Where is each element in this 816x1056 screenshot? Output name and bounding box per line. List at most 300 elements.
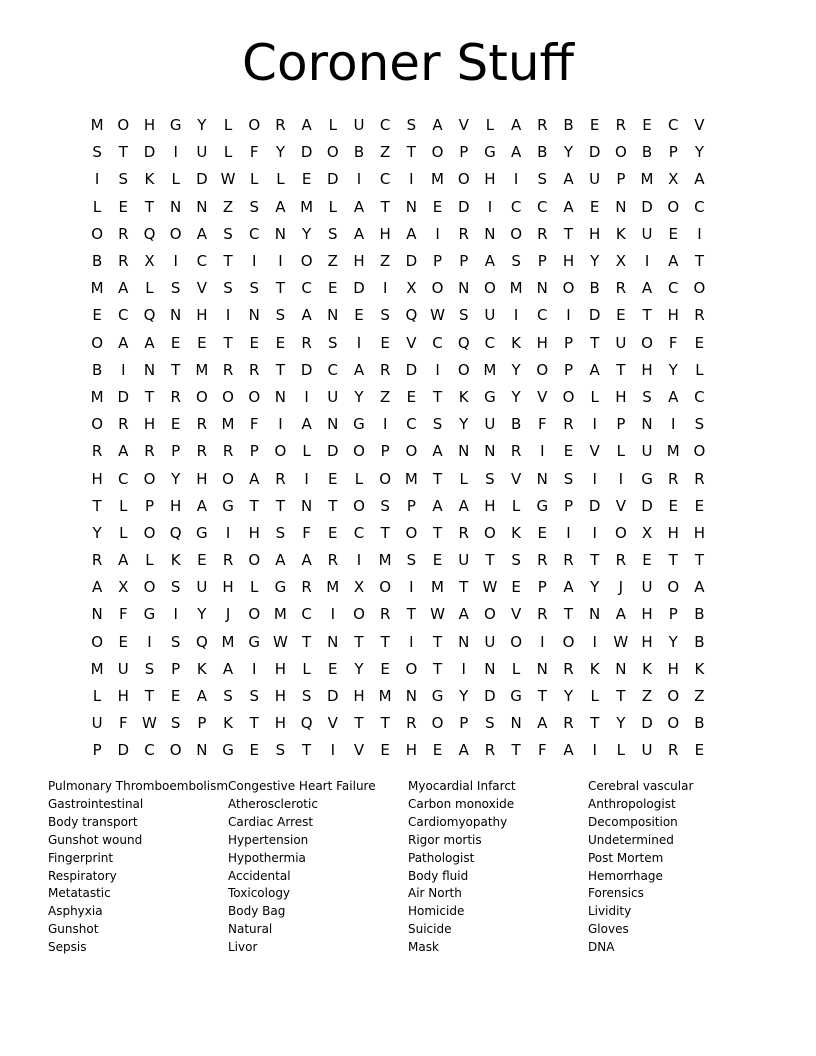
grid-letter: I xyxy=(592,523,597,542)
grid-letter: N xyxy=(484,224,496,243)
grid-letter: A xyxy=(301,306,312,325)
grid-row xyxy=(84,330,713,357)
grid-letter: L xyxy=(276,170,285,189)
grid-letter: L xyxy=(590,687,599,706)
grid-letter: M xyxy=(273,605,287,624)
grid-letter: A xyxy=(196,496,207,515)
grid-letter: M xyxy=(431,578,444,597)
grid-letter: G xyxy=(222,496,234,515)
grid-letter: I xyxy=(566,306,571,325)
grid-letter: L xyxy=(171,170,180,189)
grid-letter: Z xyxy=(694,687,705,706)
grid-letter: O xyxy=(431,143,444,162)
grid-letter: W xyxy=(482,578,498,597)
letter-grid xyxy=(84,112,713,765)
grid-row xyxy=(84,547,713,574)
grid-letter: A xyxy=(432,496,443,515)
grid-letter: U xyxy=(458,551,470,570)
grid-letter: C xyxy=(118,469,129,488)
word-item: DNA xyxy=(588,940,615,955)
grid-letter: S xyxy=(170,578,181,597)
grid-letter: S xyxy=(275,741,286,760)
grid-letter: D xyxy=(353,279,365,298)
grid-letter: G xyxy=(484,387,496,406)
grid-letter: D xyxy=(327,687,339,706)
grid-letter: U xyxy=(589,170,601,189)
grid-letter: K xyxy=(511,523,522,542)
grid-letter: O xyxy=(667,714,680,733)
grid-letter: I xyxy=(94,170,100,189)
grid-letter: P xyxy=(406,496,416,515)
grid-letter: P xyxy=(537,578,547,597)
grid-letter: A xyxy=(458,741,469,760)
word-item: Body fluid xyxy=(408,868,469,883)
word-item: Decomposition xyxy=(588,814,678,829)
grid-letter: M xyxy=(90,279,104,298)
grid-letter: W xyxy=(272,632,288,651)
grid-letter: V xyxy=(353,741,365,760)
grid-row xyxy=(84,248,713,275)
grid-letter: Z xyxy=(380,143,391,162)
grid-row xyxy=(84,656,713,683)
grid-letter: T xyxy=(406,605,416,624)
grid-letter: I xyxy=(173,143,178,162)
grid-letter: E xyxy=(668,224,678,243)
grid-letter: Z xyxy=(327,252,338,271)
grid-letter: A xyxy=(563,741,574,760)
grid-letter: I xyxy=(252,252,257,271)
grid-letter: N xyxy=(484,659,496,678)
grid-letter: Q xyxy=(143,224,156,243)
grid-row xyxy=(84,683,713,710)
grid-letter: R xyxy=(91,551,103,570)
grid-letter: T xyxy=(432,387,443,406)
grid-letter: T xyxy=(144,197,155,216)
grid-letter: T xyxy=(223,252,233,271)
grid-letter: B xyxy=(589,279,600,298)
grid-letter: S xyxy=(380,306,390,325)
grid-letter: O xyxy=(248,116,261,135)
grid-letter: N xyxy=(536,469,548,488)
grid-letter: I xyxy=(540,442,545,461)
grid-letter: O xyxy=(667,578,680,597)
grid-letter: B xyxy=(694,714,705,733)
grid-letter: R xyxy=(144,442,155,461)
grid-letter: B xyxy=(510,415,522,434)
grid-letter: P xyxy=(144,496,154,515)
grid-letter: T xyxy=(118,143,128,162)
grid-letter: T xyxy=(380,197,390,216)
grid-letter: H xyxy=(274,714,287,733)
grid-letter: E xyxy=(328,659,338,678)
grid-letter: P xyxy=(459,252,469,271)
grid-letter: W xyxy=(430,306,445,325)
grid-letter: O xyxy=(405,442,418,461)
grid-letter: H xyxy=(274,687,287,706)
grid-letter: A xyxy=(484,252,496,271)
grid-letter: R xyxy=(196,415,208,434)
grid-letter: Y xyxy=(563,687,574,706)
grid-letter: T xyxy=(144,387,155,406)
grid-letter: B xyxy=(563,116,574,135)
word-item: Toxicology xyxy=(228,886,291,901)
grid-letter: C xyxy=(353,523,365,542)
word-item: Myocardial Infarct xyxy=(408,779,516,793)
word-item: Hemorrhage xyxy=(588,868,663,883)
grid-letter: O xyxy=(457,170,470,189)
grid-letter: P xyxy=(563,360,573,379)
grid-letter: I xyxy=(592,469,597,488)
grid-letter: D xyxy=(327,170,339,189)
grid-letter: G xyxy=(248,632,261,651)
grid-letter: Y xyxy=(92,523,102,542)
grid-letter: S xyxy=(249,197,259,216)
grid-letter: G xyxy=(143,605,156,624)
grid-letter: E xyxy=(301,170,312,189)
grid-letter: S xyxy=(223,687,233,706)
grid-letter: L xyxy=(223,116,233,135)
grid-letter: H xyxy=(143,116,156,135)
word-item: Respiratory xyxy=(48,868,117,883)
grid-row xyxy=(84,384,713,411)
grid-letter: H xyxy=(274,659,287,678)
grid-letter: T xyxy=(668,551,678,570)
grid-letter: G xyxy=(353,415,365,434)
grid-letter: X xyxy=(353,578,365,597)
grid-letter: O xyxy=(143,578,156,597)
grid-letter: D xyxy=(300,360,313,379)
grid-letter: I xyxy=(330,605,335,624)
grid-letter: I xyxy=(278,252,283,271)
grid-row xyxy=(84,710,713,737)
grid-letter: W xyxy=(430,605,445,624)
grid-letter: Y xyxy=(459,687,469,706)
grid-letter: I xyxy=(356,551,362,570)
grid-letter: I xyxy=(671,415,676,434)
grid-letter: H xyxy=(117,687,129,706)
grid-letter: A xyxy=(563,578,574,597)
grid-letter: I xyxy=(566,523,571,542)
grid-letter: Y xyxy=(616,714,626,733)
grid-letter: L xyxy=(92,197,102,216)
grid-letter: R xyxy=(170,387,181,406)
grid-letter: M xyxy=(326,578,340,597)
grid-letter: A xyxy=(432,442,443,461)
grid-letter: R xyxy=(406,714,417,733)
grid-letter: Q xyxy=(169,523,182,542)
grid-letter: O xyxy=(91,224,103,243)
grid-letter: D xyxy=(484,687,496,706)
grid-letter: Q xyxy=(143,306,156,325)
grid-letter: A xyxy=(118,551,129,570)
grid-letter: F xyxy=(302,523,311,542)
grid-letter: S xyxy=(406,551,417,570)
grid-letter: R xyxy=(222,442,234,461)
grid-letter: P xyxy=(459,714,469,733)
grid-letter: I xyxy=(173,252,178,271)
grid-letter: O xyxy=(169,741,182,760)
word-item: Metatastic xyxy=(48,886,111,901)
word-item: Rigor mortis xyxy=(408,832,482,847)
grid-letter: C xyxy=(484,333,496,352)
grid-letter: T xyxy=(249,714,259,733)
grid-letter: I xyxy=(592,632,597,651)
word-item: Natural xyxy=(228,922,273,937)
grid-letter: D xyxy=(641,496,653,515)
grid-letter: Y xyxy=(354,387,364,406)
grid-letter: H xyxy=(536,333,548,352)
grid-letter: A xyxy=(118,333,129,352)
grid-letter: N xyxy=(458,442,470,461)
word-item: Body Bag xyxy=(228,904,286,919)
grid-letter: P xyxy=(171,659,181,678)
grid-letter: T xyxy=(590,714,600,733)
grid-letter: P xyxy=(197,714,207,733)
grid-letter: G xyxy=(274,578,287,597)
grid-letter: K xyxy=(589,659,600,678)
grid-letter: V xyxy=(589,442,600,461)
grid-letter: I xyxy=(592,741,597,760)
grid-letter: M xyxy=(483,360,497,379)
grid-letter: V xyxy=(694,116,705,135)
grid-letter: N xyxy=(641,415,653,434)
grid-letter: O xyxy=(484,523,496,542)
word-item: Livor xyxy=(228,940,258,955)
grid-letter: A xyxy=(353,224,365,243)
grid-letter: H xyxy=(667,306,679,325)
grid-letter: S xyxy=(694,415,705,434)
grid-letter: E xyxy=(432,197,443,216)
grid-letter: M xyxy=(378,551,392,570)
grid-letter: O xyxy=(143,523,156,542)
grid-letter: S xyxy=(642,387,652,406)
grid-letter: B xyxy=(353,143,365,162)
grid-letter: P xyxy=(380,442,390,461)
grid-letter: K xyxy=(458,387,469,406)
grid-letter: E xyxy=(589,116,600,135)
grid-letter: E xyxy=(380,659,390,678)
grid-letter: F xyxy=(118,714,128,733)
grid-letter: E xyxy=(380,741,390,760)
grid-letter: A xyxy=(510,143,522,162)
grid-letter: W xyxy=(142,714,157,733)
grid-letter: N xyxy=(196,197,208,216)
grid-letter: T xyxy=(92,496,102,515)
grid-row xyxy=(84,465,713,492)
word-item: Anthropologist xyxy=(588,796,676,811)
grid-letter: A xyxy=(510,116,522,135)
grid-letter: O xyxy=(667,687,680,706)
grid-letter: M xyxy=(378,687,392,706)
grid-letter: M xyxy=(195,360,209,379)
grid-letter: I xyxy=(513,306,519,325)
word-item: Suicide xyxy=(408,922,452,937)
grid-letter: E xyxy=(511,578,521,597)
grid-letter: L xyxy=(92,687,102,706)
grid-letter: E xyxy=(432,551,443,570)
grid-letter: B xyxy=(694,632,705,651)
grid-row xyxy=(84,357,713,384)
grid-letter: R xyxy=(91,442,103,461)
grid-letter: Y xyxy=(668,632,678,651)
grid-letter: N xyxy=(170,306,182,325)
grid-letter: S xyxy=(170,632,181,651)
grid-letter: N xyxy=(274,224,287,243)
grid-letter: N xyxy=(536,659,548,678)
grid-letter: T xyxy=(302,632,312,651)
grid-letter: N xyxy=(510,714,522,733)
word-item: Post Mortem xyxy=(588,850,664,865)
grid-letter: J xyxy=(225,605,231,624)
word-item: Cardiac Arrest xyxy=(228,814,314,829)
grid-letter: L xyxy=(590,387,599,406)
grid-letter: T xyxy=(459,578,469,597)
grid-letter: O xyxy=(510,632,522,651)
grid-letter: S xyxy=(170,714,181,733)
grid-letter: Y xyxy=(511,360,521,379)
grid-letter: O xyxy=(510,224,522,243)
grid-letter: T xyxy=(302,741,312,760)
grid-letter: O xyxy=(143,469,156,488)
grid-letter: Y xyxy=(459,415,469,434)
grid-letter: P xyxy=(249,442,259,461)
grid-letter: P xyxy=(616,415,626,434)
grid-letter: O xyxy=(353,605,365,624)
grid-letter: R xyxy=(615,551,627,570)
grid-letter: S xyxy=(458,306,469,325)
grid-letter: E xyxy=(406,387,417,406)
word-item: Pathologist xyxy=(408,850,475,865)
grid-letter: E xyxy=(616,306,626,325)
grid-letter: W xyxy=(613,632,629,651)
grid-letter: O xyxy=(614,143,627,162)
grid-letter: A xyxy=(353,360,365,379)
grid-letter: C xyxy=(667,116,679,135)
grid-letter: C xyxy=(510,197,522,216)
grid-letter: R xyxy=(668,741,679,760)
grid-letter: N xyxy=(300,496,313,515)
grid-letter: E xyxy=(118,632,129,651)
grid-letter: L xyxy=(354,469,364,488)
grid-letter: M xyxy=(431,170,444,189)
grid-letter: S xyxy=(144,659,155,678)
grid-letter: N xyxy=(143,360,156,379)
word-item: Gunshot xyxy=(48,922,99,937)
grid-letter: T xyxy=(406,143,416,162)
grid-letter: O xyxy=(667,197,680,216)
grid-letter: S xyxy=(249,279,259,298)
grid-letter: T xyxy=(380,523,390,542)
grid-letter: E xyxy=(694,496,705,515)
grid-letter: Y xyxy=(694,143,704,162)
grid-letter: S xyxy=(275,306,286,325)
grid-letter: B xyxy=(91,360,103,379)
grid-letter: U xyxy=(196,578,208,597)
grid-letter: E xyxy=(563,442,574,461)
grid-letter: S xyxy=(432,415,443,434)
grid-row xyxy=(84,438,713,465)
grid-letter: C xyxy=(694,387,705,406)
grid-letter: A xyxy=(275,551,286,570)
word-item: Accidental xyxy=(228,868,291,883)
grid-letter: I xyxy=(304,387,309,406)
grid-letter: G xyxy=(169,116,182,135)
grid-row xyxy=(84,275,713,302)
grid-letter: E xyxy=(328,469,338,488)
grid-letter: O xyxy=(431,714,444,733)
word-item: Forensics xyxy=(588,886,644,901)
grid-letter: T xyxy=(563,224,574,243)
grid-letter: T xyxy=(590,333,600,352)
grid-letter: B xyxy=(694,605,705,624)
grid-letter: O xyxy=(248,387,261,406)
grid-letter: S xyxy=(92,143,102,162)
grid-letter: L xyxy=(328,197,337,216)
grid-letter: R xyxy=(537,224,548,243)
grid-letter: I xyxy=(252,659,257,678)
grid-letter: E xyxy=(197,333,207,352)
grid-letter: H xyxy=(615,387,627,406)
grid-letter: Y xyxy=(197,605,207,624)
grid-letter: M xyxy=(221,415,235,434)
grid-letter: S xyxy=(485,714,495,733)
grid-letter: H xyxy=(484,496,496,515)
grid-letter: K xyxy=(170,551,181,570)
grid-letter: O xyxy=(91,415,103,434)
grid-letter: T xyxy=(275,279,285,298)
grid-letter: E xyxy=(249,741,259,760)
grid-letter: H xyxy=(379,224,391,243)
grid-letter: H xyxy=(641,360,653,379)
grid-row xyxy=(84,139,713,166)
grid-letter: C xyxy=(694,197,705,216)
grid-letter: G xyxy=(484,143,496,162)
grid-letter: F xyxy=(249,415,259,434)
grid-row xyxy=(84,411,713,438)
grid-letter: A xyxy=(432,116,443,135)
grid-letter: S xyxy=(380,496,390,515)
grid-letter: O xyxy=(222,469,234,488)
grid-letter: F xyxy=(249,143,259,162)
grid-letter: C xyxy=(537,197,548,216)
grid-letter: L xyxy=(302,659,311,678)
grid-letter: O xyxy=(405,659,418,678)
grid-letter: S xyxy=(301,687,312,706)
grid-letter: H xyxy=(170,496,182,515)
grid-letter: T xyxy=(432,469,443,488)
grid-letter: S xyxy=(328,224,338,243)
grid-letter: V xyxy=(510,469,522,488)
grid-letter: R xyxy=(249,360,260,379)
grid-letter: A xyxy=(275,197,286,216)
grid-letter: Q xyxy=(405,306,418,325)
grid-letter: G xyxy=(222,741,234,760)
grid-letter: L xyxy=(511,659,521,678)
grid-letter: J xyxy=(618,578,624,597)
grid-letter: G xyxy=(510,687,522,706)
grid-row xyxy=(84,737,713,764)
grid-letter: P xyxy=(459,143,469,162)
grid-letter: L xyxy=(302,442,311,461)
grid-letter: D xyxy=(588,306,601,325)
grid-letter: H xyxy=(143,415,156,434)
grid-letter: C xyxy=(379,170,391,189)
grid-letter: C xyxy=(118,306,129,325)
grid-letter: Y xyxy=(197,116,207,135)
grid-letter: Y xyxy=(302,224,312,243)
grid-letter: H xyxy=(641,605,653,624)
grid-letter: C xyxy=(301,279,312,298)
